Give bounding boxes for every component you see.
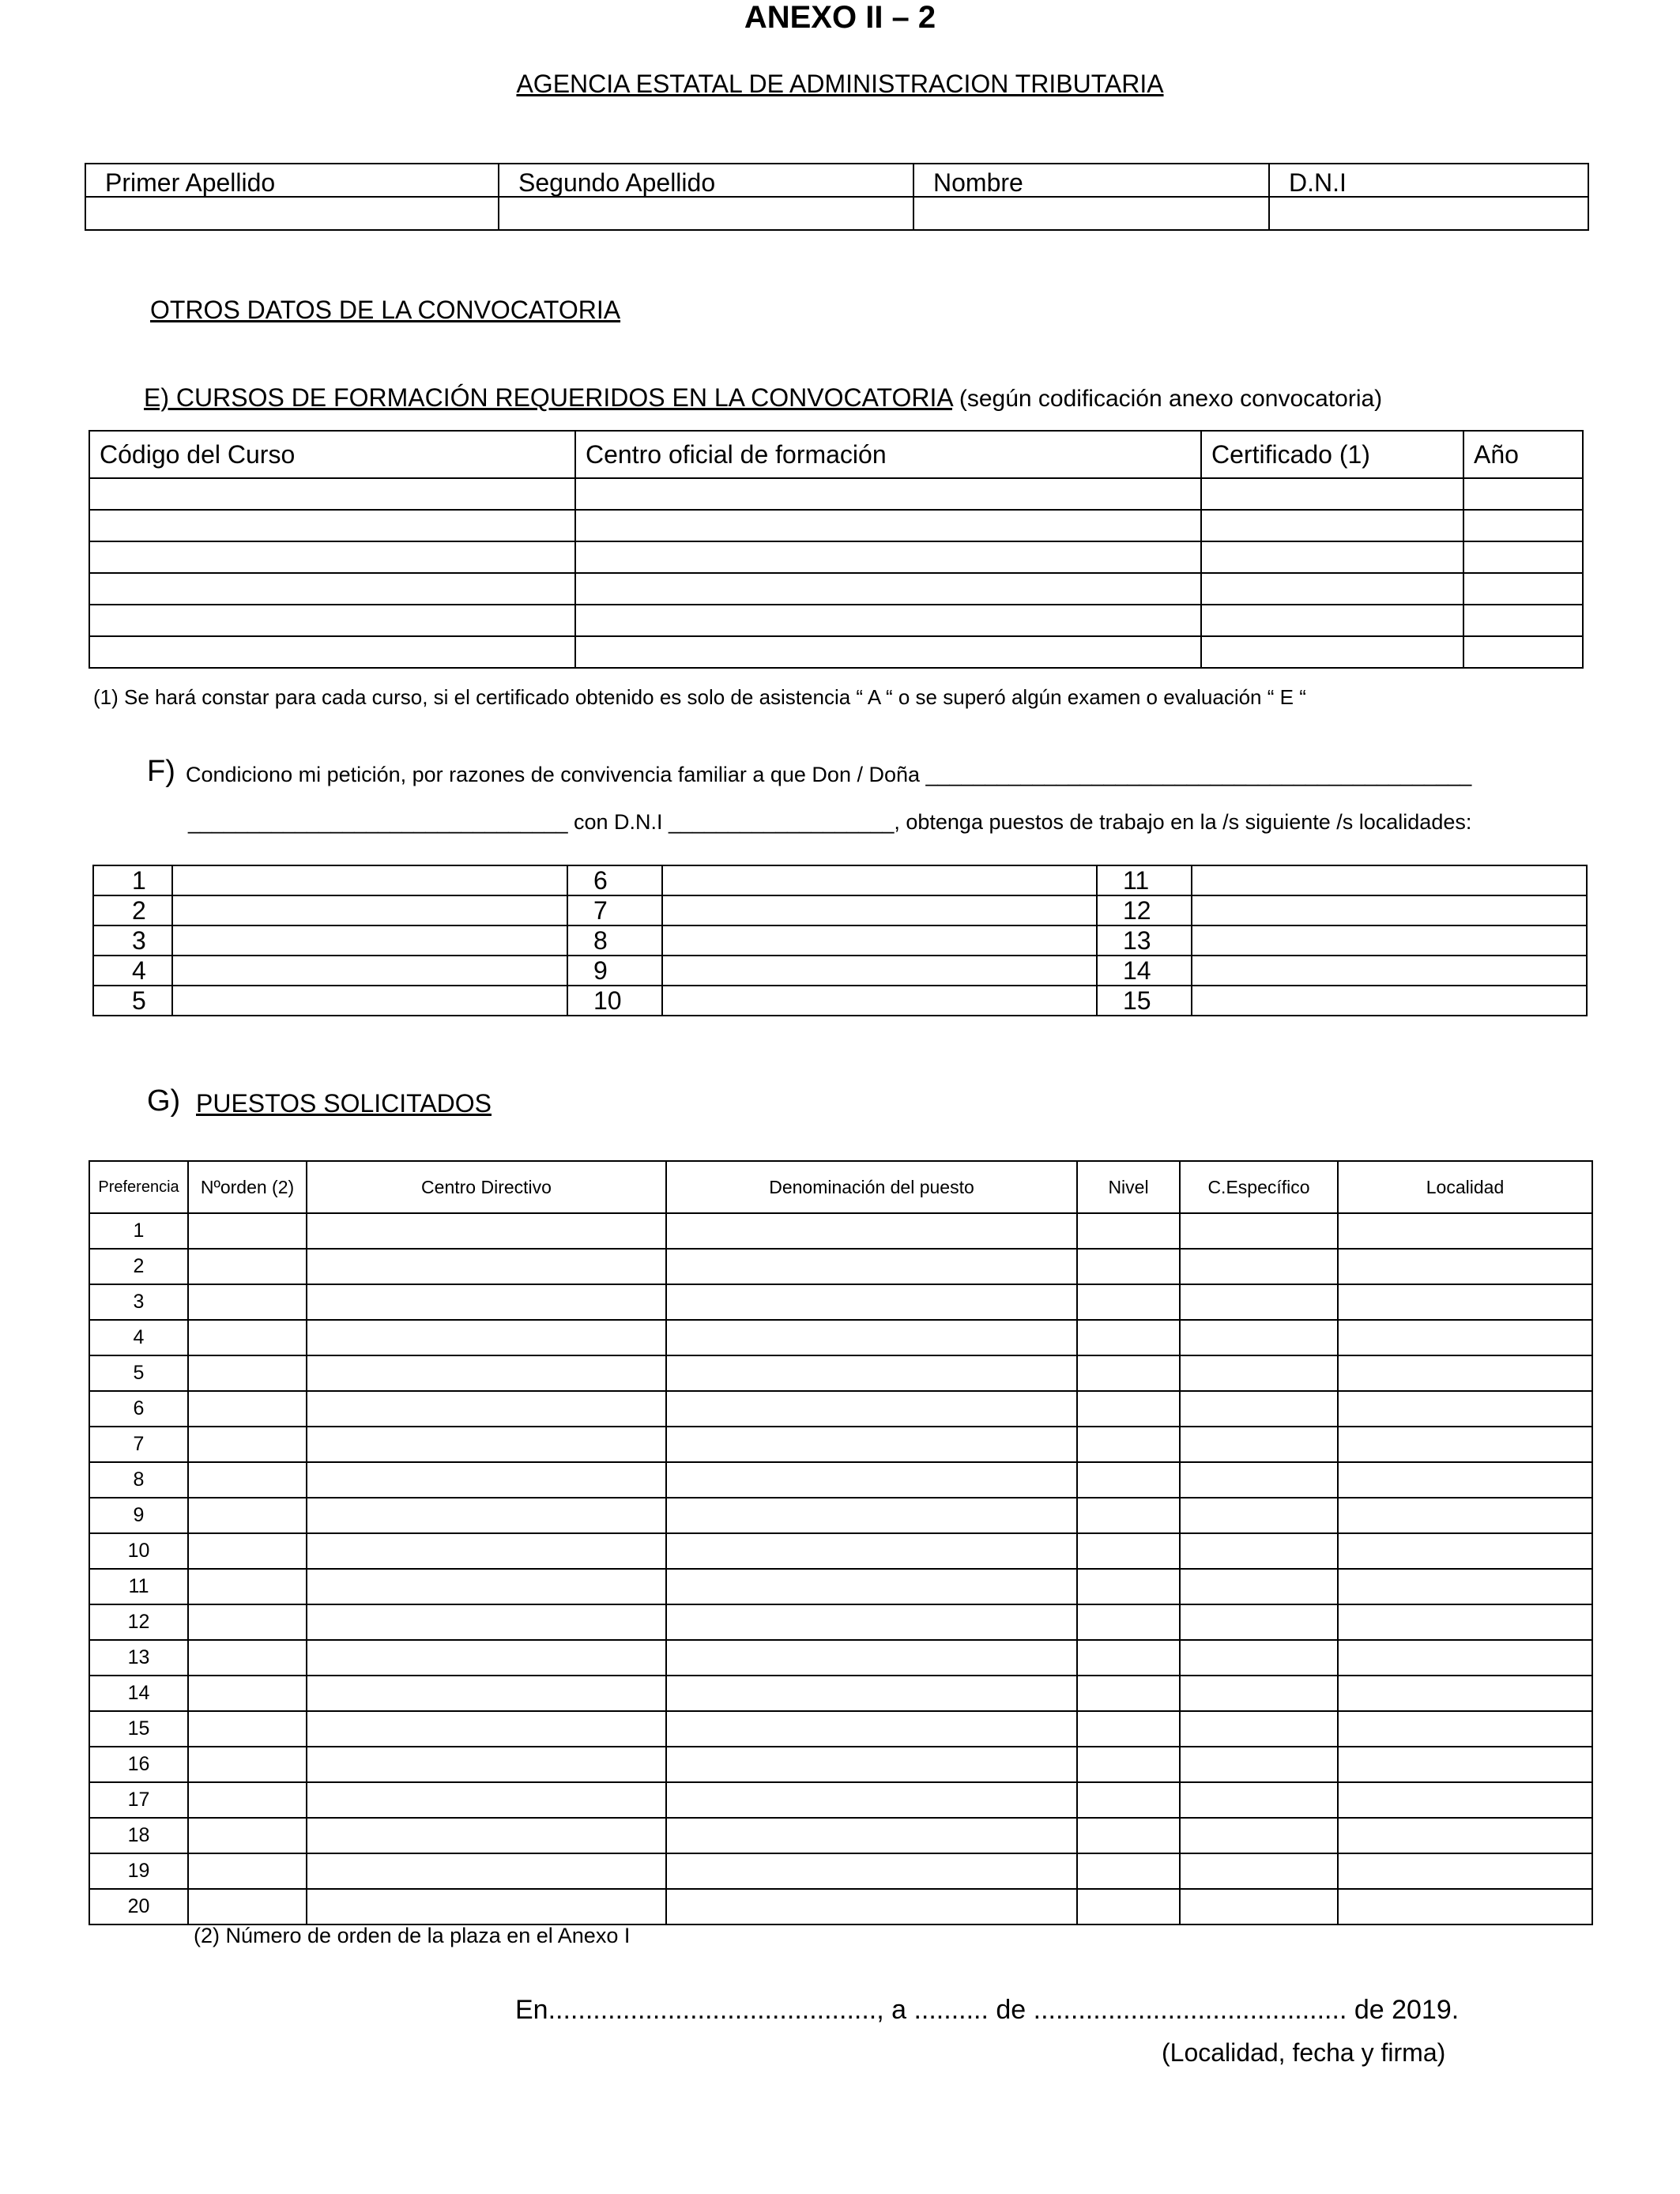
puesto-row: [89, 1249, 1592, 1284]
preferencia-number: 6: [89, 1391, 188, 1427]
puesto-cell[interactable]: [1180, 1320, 1338, 1355]
puesto-cell[interactable]: [1338, 1640, 1592, 1676]
localidad-field[interactable]: [1192, 865, 1587, 895]
header-c-especifico: C.Específico: [1180, 1161, 1338, 1213]
localidad-field[interactable]: [1192, 895, 1587, 925]
header-nombre: Nombre: [913, 164, 1269, 197]
puesto-cell[interactable]: [307, 1818, 666, 1853]
course-row: [89, 510, 1583, 541]
preferencia-number: 15: [89, 1711, 188, 1747]
puesto-cell[interactable]: [188, 1320, 307, 1355]
puesto-cell[interactable]: [188, 1818, 307, 1853]
localidad-field[interactable]: [1192, 925, 1587, 956]
puesto-cell[interactable]: [1180, 1640, 1338, 1676]
preferencia-number: 16: [89, 1747, 188, 1782]
courses-table: [89, 430, 1584, 669]
otros-datos-heading: OTROS DATOS DE LA CONVOCATORIA: [150, 296, 621, 324]
puesto-row: [89, 1533, 1592, 1569]
localidad-number: 5: [93, 986, 172, 1016]
course-cell[interactable]: [89, 605, 575, 636]
puesto-cell[interactable]: [1077, 1853, 1180, 1889]
section-f-line1: Condiciono mi petición, por razones de convivencia familiar a que Don / Doña ______________________________________________: [186, 763, 1472, 786]
preferencia-number: 13: [89, 1640, 188, 1676]
localidad-field[interactable]: [662, 986, 1097, 1016]
section-g-letter: G): [147, 1084, 181, 1118]
course-cell[interactable]: [1201, 541, 1463, 573]
preferencia-number: 7: [89, 1427, 188, 1462]
puesto-cell[interactable]: [307, 1889, 666, 1924]
puesto-cell[interactable]: [1180, 1533, 1338, 1569]
puesto-cell[interactable]: [188, 1676, 307, 1711]
puesto-cell[interactable]: [1077, 1782, 1180, 1818]
puesto-cell[interactable]: [1077, 1711, 1180, 1747]
puesto-cell[interactable]: [1338, 1533, 1592, 1569]
course-cell[interactable]: [575, 541, 1201, 573]
puesto-row: [89, 1498, 1592, 1533]
course-cell[interactable]: [89, 636, 575, 668]
puesto-row: [89, 1427, 1592, 1462]
puesto-cell[interactable]: [1338, 1284, 1592, 1320]
primer-apellido-field[interactable]: [85, 197, 499, 230]
localidad-field[interactable]: [662, 925, 1097, 956]
puesto-cell[interactable]: [1180, 1569, 1338, 1604]
puesto-cell[interactable]: [188, 1249, 307, 1284]
puesto-row: [89, 1747, 1592, 1782]
puesto-cell[interactable]: [307, 1249, 666, 1284]
puesto-row: [89, 1782, 1592, 1818]
puesto-cell[interactable]: [1077, 1604, 1180, 1640]
preferencia-number: 1: [89, 1213, 188, 1249]
course-row: [89, 541, 1583, 573]
course-cell[interactable]: [1201, 478, 1463, 510]
puesto-cell[interactable]: [307, 1320, 666, 1355]
puesto-cell[interactable]: [307, 1498, 666, 1533]
section-e-note: (según codificación anexo convocatoria): [959, 386, 1383, 412]
header-centro-oficial: Centro oficial de formación: [575, 431, 1201, 478]
puesto-cell[interactable]: [188, 1498, 307, 1533]
course-cell[interactable]: [1463, 573, 1583, 605]
preferencia-number: 9: [89, 1498, 188, 1533]
puesto-cell[interactable]: [1180, 1818, 1338, 1853]
puesto-cell[interactable]: [188, 1782, 307, 1818]
puesto-row: [89, 1853, 1592, 1889]
header-centro-directivo: Centro Directivo: [307, 1161, 666, 1213]
puesto-cell[interactable]: [1180, 1604, 1338, 1640]
puesto-cell[interactable]: [1077, 1533, 1180, 1569]
puesto-cell[interactable]: [666, 1320, 1077, 1355]
courses-footnote: (1) Se hará constar para cada curso, si el certificado obtenido es solo de asistencia “ A “ o se superó algún examen o evaluación “ E “: [93, 685, 1306, 709]
puesto-cell[interactable]: [188, 1853, 307, 1889]
puesto-cell[interactable]: [666, 1427, 1077, 1462]
puesto-cell[interactable]: [1077, 1213, 1180, 1249]
course-cell[interactable]: [1463, 541, 1583, 573]
puesto-cell[interactable]: [188, 1604, 307, 1640]
nombre-field[interactable]: [913, 197, 1269, 230]
puesto-cell[interactable]: [188, 1427, 307, 1462]
puesto-cell[interactable]: [1077, 1640, 1180, 1676]
puesto-cell[interactable]: [666, 1640, 1077, 1676]
puesto-cell[interactable]: [1338, 1213, 1592, 1249]
puesto-cell[interactable]: [188, 1569, 307, 1604]
course-cell[interactable]: [575, 510, 1201, 541]
section-f-letter: F): [147, 755, 175, 788]
puesto-cell[interactable]: [666, 1889, 1077, 1924]
puesto-cell[interactable]: [307, 1711, 666, 1747]
puesto-cell[interactable]: [307, 1604, 666, 1640]
puesto-cell[interactable]: [666, 1355, 1077, 1391]
puesto-cell[interactable]: [666, 1391, 1077, 1427]
segundo-apellido-field[interactable]: [499, 197, 913, 230]
puesto-cell[interactable]: [666, 1782, 1077, 1818]
course-cell[interactable]: [575, 573, 1201, 605]
header-codigo-curso: Código del Curso: [89, 431, 575, 478]
puesto-cell[interactable]: [188, 1889, 307, 1924]
puesto-cell[interactable]: [1077, 1498, 1180, 1533]
course-cell[interactable]: [1201, 605, 1463, 636]
puesto-cell[interactable]: [666, 1533, 1077, 1569]
puesto-cell[interactable]: [307, 1427, 666, 1462]
localidad-row: [93, 895, 1587, 925]
puesto-cell[interactable]: [666, 1569, 1077, 1604]
puesto-cell[interactable]: [307, 1533, 666, 1569]
puestos-footnote: (2) Número de orden de la plaza en el Anexo I: [194, 1924, 631, 1947]
puesto-cell[interactable]: [1180, 1889, 1338, 1924]
puesto-cell[interactable]: [1077, 1676, 1180, 1711]
preferencia-number: 10: [89, 1533, 188, 1569]
puesto-cell[interactable]: [1180, 1284, 1338, 1320]
puesto-cell[interactable]: [1338, 1462, 1592, 1498]
puesto-cell[interactable]: [666, 1498, 1077, 1533]
puesto-cell[interactable]: [307, 1213, 666, 1249]
localidad-row: [93, 986, 1587, 1016]
header-norden: Nºorden (2): [188, 1161, 307, 1213]
puesto-cell[interactable]: [666, 1604, 1077, 1640]
puesto-cell[interactable]: [307, 1569, 666, 1604]
preferencia-number: 19: [89, 1853, 188, 1889]
header-dni: D.N.I: [1269, 164, 1588, 197]
localidad-number: 6: [567, 865, 662, 895]
puesto-cell[interactable]: [1180, 1213, 1338, 1249]
puesto-cell[interactable]: [1077, 1320, 1180, 1355]
localidad-number: 9: [567, 956, 662, 986]
puesto-cell[interactable]: [1077, 1818, 1180, 1853]
puesto-row: [89, 1213, 1592, 1249]
localidad-number: 15: [1097, 986, 1192, 1016]
localidad-field[interactable]: [1192, 956, 1587, 986]
puesto-cell[interactable]: [307, 1747, 666, 1782]
puesto-cell[interactable]: [1180, 1249, 1338, 1284]
course-cell[interactable]: [1463, 605, 1583, 636]
course-cell[interactable]: [89, 478, 575, 510]
puesto-row: [89, 1391, 1592, 1427]
puesto-cell[interactable]: [1077, 1391, 1180, 1427]
localidad-number: 2: [93, 895, 172, 925]
document-title: ANEXO II – 2: [744, 0, 936, 35]
preferencia-number: 2: [89, 1249, 188, 1284]
puesto-cell[interactable]: [1077, 1747, 1180, 1782]
puesto-cell[interactable]: [307, 1676, 666, 1711]
preferencia-number: 20: [89, 1889, 188, 1924]
localidad-field[interactable]: [662, 865, 1097, 895]
puesto-cell[interactable]: [1077, 1355, 1180, 1391]
puesto-cell[interactable]: [666, 1853, 1077, 1889]
puesto-cell[interactable]: [1338, 1391, 1592, 1427]
puesto-cell[interactable]: [1338, 1711, 1592, 1747]
puesto-cell[interactable]: [1077, 1249, 1180, 1284]
puesto-row: [89, 1711, 1592, 1747]
course-cell[interactable]: [89, 541, 575, 573]
course-cell[interactable]: [1201, 573, 1463, 605]
course-cell[interactable]: [575, 636, 1201, 668]
puesto-row: [89, 1462, 1592, 1498]
puesto-cell[interactable]: [307, 1853, 666, 1889]
signature-caption: (Localidad, fecha y firma): [1162, 2038, 1446, 2067]
puesto-cell[interactable]: [188, 1284, 307, 1320]
header-nivel: Nivel: [1077, 1161, 1180, 1213]
puesto-cell[interactable]: [1338, 1249, 1592, 1284]
localidad-field[interactable]: [662, 895, 1097, 925]
puesto-cell[interactable]: [666, 1213, 1077, 1249]
puesto-cell[interactable]: [1338, 1569, 1592, 1604]
puesto-cell[interactable]: [1180, 1676, 1338, 1711]
puesto-row: [89, 1284, 1592, 1320]
signature-line: En............................................, a .......... de .......................................... de 2019.: [515, 1995, 1460, 2025]
preferencia-number: 11: [89, 1569, 188, 1604]
course-cell[interactable]: [1463, 510, 1583, 541]
localidad-field[interactable]: [172, 865, 567, 895]
puesto-row: [89, 1320, 1592, 1355]
localidad-number: 10: [567, 986, 662, 1016]
puesto-cell[interactable]: [1338, 1676, 1592, 1711]
localidad-row: [93, 865, 1587, 895]
section-g-title: PUESTOS SOLICITADOS: [196, 1089, 492, 1118]
puesto-cell[interactable]: [1077, 1462, 1180, 1498]
localidad-number: 14: [1097, 956, 1192, 986]
puesto-cell[interactable]: [1338, 1427, 1592, 1462]
course-cell[interactable]: [1201, 636, 1463, 668]
header-ano: Año: [1463, 431, 1583, 478]
puesto-cell[interactable]: [1180, 1391, 1338, 1427]
puesto-cell[interactable]: [188, 1711, 307, 1747]
puesto-cell[interactable]: [188, 1640, 307, 1676]
course-row: [89, 605, 1583, 636]
puesto-cell[interactable]: [1180, 1462, 1338, 1498]
localidad-number: 13: [1097, 925, 1192, 956]
course-row: [89, 636, 1583, 668]
course-cell[interactable]: [575, 478, 1201, 510]
puesto-cell[interactable]: [188, 1391, 307, 1427]
localidad-number: 3: [93, 925, 172, 956]
preferencia-number: 18: [89, 1818, 188, 1853]
puesto-row: [89, 1640, 1592, 1676]
preferencia-number: 4: [89, 1320, 188, 1355]
section-e-title: E) CURSOS DE FORMACIÓN REQUERIDOS EN LA CONVOCATORIA: [144, 383, 952, 412]
puesto-cell[interactable]: [1077, 1889, 1180, 1924]
puesto-cell[interactable]: [307, 1284, 666, 1320]
puesto-cell[interactable]: [666, 1462, 1077, 1498]
localidad-field[interactable]: [1192, 986, 1587, 1016]
localidad-number: 11: [1097, 865, 1192, 895]
preferencia-number: 17: [89, 1782, 188, 1818]
puesto-cell[interactable]: [1180, 1711, 1338, 1747]
puesto-cell[interactable]: [1180, 1747, 1338, 1782]
localidad-number: 12: [1097, 895, 1192, 925]
localidad-row: [93, 925, 1587, 956]
localidad-row: [93, 956, 1587, 986]
puesto-cell[interactable]: [1180, 1782, 1338, 1818]
localidad-field[interactable]: [172, 986, 567, 1016]
localidad-field[interactable]: [172, 956, 567, 986]
puesto-cell[interactable]: [307, 1782, 666, 1818]
puesto-cell[interactable]: [1077, 1569, 1180, 1604]
preferencia-number: 14: [89, 1676, 188, 1711]
course-cell[interactable]: [1201, 510, 1463, 541]
course-cell[interactable]: [89, 510, 575, 541]
puesto-cell[interactable]: [188, 1213, 307, 1249]
header-denominacion: Denominación del puesto: [666, 1161, 1077, 1213]
header-preferencia: Preferencia: [89, 1161, 188, 1213]
puesto-cell[interactable]: [1077, 1427, 1180, 1462]
course-cell[interactable]: [1463, 478, 1583, 510]
preferencia-number: 8: [89, 1462, 188, 1498]
puesto-cell[interactable]: [1338, 1853, 1592, 1889]
puesto-cell[interactable]: [307, 1355, 666, 1391]
puesto-cell[interactable]: [1180, 1355, 1338, 1391]
course-cell[interactable]: [89, 573, 575, 605]
puesto-cell[interactable]: [188, 1462, 307, 1498]
personal-data-table: [85, 163, 1589, 231]
localidad-field[interactable]: [172, 895, 567, 925]
puesto-row: [89, 1676, 1592, 1711]
localidad-number: 1: [93, 865, 172, 895]
puesto-cell[interactable]: [1077, 1284, 1180, 1320]
puesto-cell[interactable]: [1338, 1604, 1592, 1640]
puesto-cell[interactable]: [1338, 1889, 1592, 1924]
puesto-cell[interactable]: [188, 1533, 307, 1569]
puesto-cell[interactable]: [666, 1249, 1077, 1284]
agency-name: AGENCIA ESTATAL DE ADMINISTRACION TRIBUTARIA: [516, 70, 1164, 98]
header-certificado: Certificado (1): [1201, 431, 1463, 478]
puesto-cell[interactable]: [666, 1818, 1077, 1853]
preferencia-number: 3: [89, 1284, 188, 1320]
puesto-row: [89, 1604, 1592, 1640]
localidad-number: 8: [567, 925, 662, 956]
course-row: [89, 478, 1583, 510]
localidad-field[interactable]: [662, 956, 1097, 986]
preferencia-number: 5: [89, 1355, 188, 1391]
section-e-heading: [144, 383, 1382, 413]
puesto-cell[interactable]: [1338, 1355, 1592, 1391]
header-localidad: Localidad: [1338, 1161, 1592, 1213]
puestos-table: [89, 1160, 1593, 1925]
puesto-cell[interactable]: [1180, 1853, 1338, 1889]
puesto-cell[interactable]: [1180, 1427, 1338, 1462]
puesto-cell[interactable]: [1338, 1747, 1592, 1782]
puesto-cell[interactable]: [666, 1711, 1077, 1747]
puesto-cell[interactable]: [1338, 1498, 1592, 1533]
puesto-cell[interactable]: [188, 1747, 307, 1782]
puesto-row: [89, 1569, 1592, 1604]
puesto-cell[interactable]: [307, 1391, 666, 1427]
puesto-cell[interactable]: [666, 1676, 1077, 1711]
puesto-cell[interactable]: [1338, 1782, 1592, 1818]
puesto-row: [89, 1889, 1592, 1924]
header-segundo-apellido: Segundo Apellido: [499, 164, 913, 197]
course-cell[interactable]: [575, 605, 1201, 636]
preferencia-number: 12: [89, 1604, 188, 1640]
puesto-cell[interactable]: [666, 1284, 1077, 1320]
course-cell[interactable]: [1463, 636, 1583, 668]
section-f-line2: ________________________________ con D.N.I ___________________, obtenga puestos de trabajo en la /s siguiente /s localidades:: [188, 810, 1472, 834]
localidad-number: 7: [567, 895, 662, 925]
puesto-cell[interactable]: [666, 1747, 1077, 1782]
header-primer-apellido: Primer Apellido: [85, 164, 499, 197]
localidad-number: 4: [93, 956, 172, 986]
puesto-row: [89, 1818, 1592, 1853]
puesto-cell[interactable]: [1338, 1818, 1592, 1853]
dni-field[interactable]: [1269, 197, 1588, 230]
puesto-cell[interactable]: [188, 1355, 307, 1391]
localidades-table: [92, 865, 1588, 1016]
puesto-cell[interactable]: [1338, 1320, 1592, 1355]
puesto-cell[interactable]: [307, 1462, 666, 1498]
course-row: [89, 573, 1583, 605]
puesto-row: [89, 1355, 1592, 1391]
puesto-cell[interactable]: [1180, 1498, 1338, 1533]
puesto-cell[interactable]: [307, 1640, 666, 1676]
localidad-field[interactable]: [172, 925, 567, 956]
